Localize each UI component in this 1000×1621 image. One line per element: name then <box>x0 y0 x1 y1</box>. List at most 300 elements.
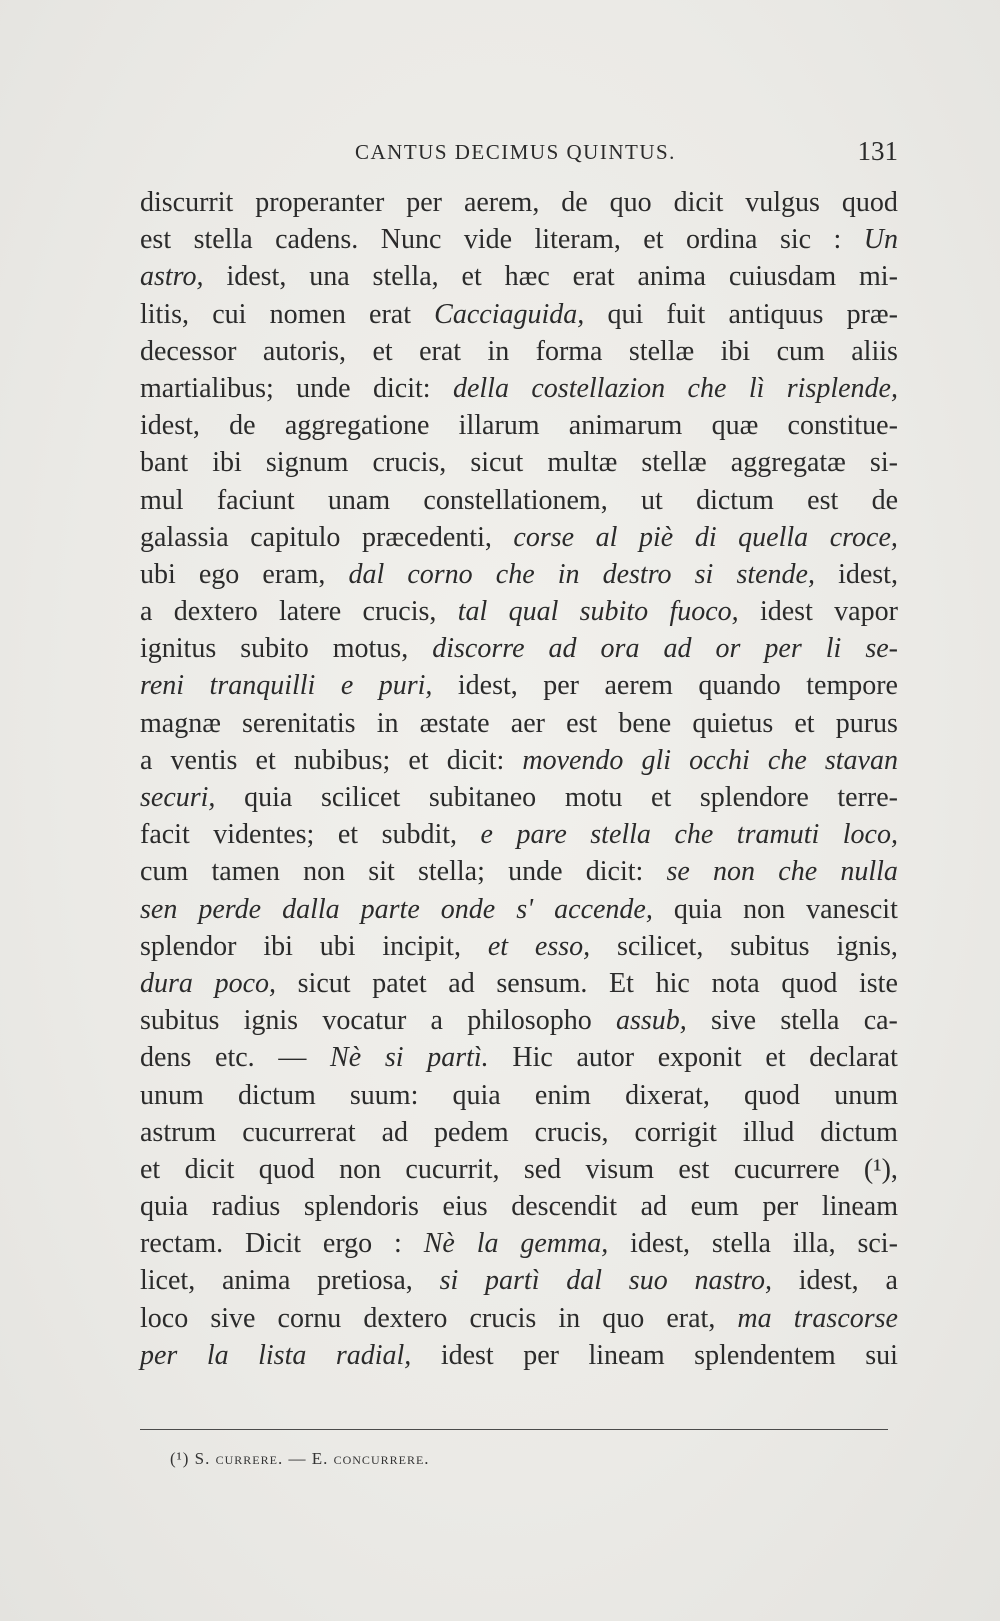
word: eum <box>690 1191 739 1223</box>
word: fuit <box>666 298 706 330</box>
word: scilicet, <box>617 930 704 962</box>
italic-word: accende, <box>554 893 653 925</box>
word: dextero <box>173 596 258 628</box>
italic-word: perde <box>198 893 262 925</box>
word: ad <box>381 1116 409 1148</box>
word: cornu <box>277 1302 342 1334</box>
word: licet, <box>140 1265 196 1297</box>
word: Nunc <box>380 224 442 256</box>
word: forma <box>535 335 603 367</box>
italic-word: subito <box>579 596 649 628</box>
word: hæc <box>504 261 550 293</box>
word: rectam. <box>140 1228 224 1260</box>
word: ubi <box>140 558 176 590</box>
word: crucis <box>469 1302 537 1334</box>
italic-word: fuoco, <box>669 596 739 628</box>
word: cum <box>776 335 825 367</box>
word: et <box>372 335 393 367</box>
text-line <box>140 1151 898 1188</box>
body-text <box>140 184 898 1374</box>
word: per <box>523 1339 559 1371</box>
italic-word: se- <box>865 633 898 665</box>
word: a <box>140 596 153 628</box>
word: dens <box>140 1042 192 1074</box>
word: bene <box>618 707 672 739</box>
word: literam, <box>534 224 621 256</box>
word: facit <box>140 819 190 851</box>
text-line <box>140 556 898 593</box>
text-line <box>140 519 898 556</box>
word: dictum <box>696 484 774 516</box>
word: incipit, <box>382 930 461 962</box>
word: Dicit <box>245 1228 302 1260</box>
word: dictum <box>820 1116 898 1148</box>
word: stellæ <box>641 447 707 479</box>
word: suum: <box>349 1079 419 1111</box>
italic-word: al <box>595 521 618 553</box>
word: hic <box>655 967 690 999</box>
word: ibi <box>263 930 293 962</box>
italic-word: nastro, <box>694 1265 773 1297</box>
word: et <box>255 744 276 776</box>
word: sensum. <box>496 967 588 999</box>
text-line <box>140 667 898 704</box>
word: quietus <box>692 707 774 739</box>
word: constitue- <box>787 410 898 442</box>
word: sive <box>210 1302 256 1334</box>
word: cucurrit, <box>405 1153 500 1185</box>
word: est <box>140 224 172 256</box>
word: Et <box>609 967 634 999</box>
word: non <box>339 1153 382 1185</box>
word: ad <box>448 967 475 999</box>
word: et <box>408 744 429 776</box>
word: ut <box>641 484 663 516</box>
italic-word: lista <box>258 1339 307 1371</box>
italic-word: tramuti <box>736 819 820 851</box>
word: multæ <box>547 447 618 479</box>
italic-word: che <box>778 856 818 888</box>
word: videntes; <box>213 819 315 851</box>
word: dicit: <box>585 856 644 888</box>
word: a <box>140 744 153 776</box>
italic-word: piè <box>639 521 674 553</box>
text-line <box>140 779 898 816</box>
word: ignitus <box>140 633 217 665</box>
word: quo <box>609 187 652 218</box>
word: nomen <box>269 298 346 330</box>
word: purus <box>835 707 898 739</box>
word: quia <box>244 782 293 813</box>
word: erat, <box>666 1302 716 1334</box>
word: una <box>309 261 350 293</box>
text-line <box>140 705 898 742</box>
italic-word: gemma, <box>520 1228 609 1260</box>
word: sed <box>523 1153 562 1185</box>
word: splendore <box>699 782 809 813</box>
running-title: CANTUS DECIMUS QUINTUS. <box>355 140 676 164</box>
word: idest, <box>226 261 287 293</box>
word: quæ <box>711 410 759 442</box>
italic-word: destro <box>602 558 672 590</box>
italic-word: s' <box>516 893 534 925</box>
text-line <box>140 630 898 667</box>
word: latere <box>279 596 342 628</box>
text-line <box>140 407 898 444</box>
word: cum <box>140 856 189 888</box>
word: dextero <box>363 1302 448 1334</box>
italic-word: lì <box>748 372 765 404</box>
word: aer <box>510 707 545 739</box>
italic-word: Cacciaguida, <box>434 298 585 330</box>
word: sit <box>368 856 395 888</box>
text-line <box>140 1114 898 1151</box>
word: dictum <box>237 1079 316 1111</box>
italic-word: sen <box>140 893 178 925</box>
italic-word: che <box>767 744 807 776</box>
italic-word: la <box>206 1339 229 1371</box>
word: animarum <box>568 410 683 442</box>
italic-word: nulla <box>840 856 898 888</box>
italic-word: croce, <box>829 521 898 553</box>
word: discurrit <box>140 187 234 218</box>
word: ordina <box>685 224 758 256</box>
word: visum <box>585 1153 654 1185</box>
text-line <box>140 221 898 258</box>
word: mi- <box>859 261 898 293</box>
text-line <box>140 258 898 295</box>
word: properanter <box>255 187 385 218</box>
italic-word: in <box>557 558 580 590</box>
word: erat <box>572 261 615 293</box>
word: est <box>566 707 598 739</box>
running-head <box>140 136 898 172</box>
word: idest, <box>630 1228 690 1260</box>
word: de <box>871 484 898 516</box>
word: ignis, <box>836 930 898 962</box>
italic-word: puri, <box>378 670 433 702</box>
text-line <box>140 333 898 370</box>
word: splendentem <box>694 1339 836 1371</box>
italic-word: stende, <box>736 558 815 590</box>
word: loco <box>140 1302 189 1334</box>
text-line <box>140 742 898 779</box>
word: non <box>303 856 346 888</box>
italic-word: qual <box>508 596 559 628</box>
word: idest <box>759 596 813 628</box>
word: ergo <box>322 1228 373 1260</box>
word: et <box>651 782 672 813</box>
word: ibi <box>720 335 751 367</box>
word: astrum <box>140 1116 217 1148</box>
word: exponit <box>657 1042 742 1074</box>
word: quia <box>673 893 723 925</box>
word: et <box>461 261 482 293</box>
word: cucurrere <box>733 1153 840 1185</box>
word: aerem, <box>463 187 540 218</box>
text-line <box>140 1300 898 1337</box>
italic-word: si <box>384 1042 404 1074</box>
word: stella; <box>417 856 485 888</box>
word: motus, <box>332 633 409 665</box>
word: unam <box>327 484 391 516</box>
word: eius <box>442 1191 488 1223</box>
italic-word: movendo <box>522 744 624 776</box>
italic-word: stella <box>590 819 651 851</box>
word: crucis, <box>362 596 437 628</box>
italic-word: dal <box>348 558 385 590</box>
text-line <box>140 965 898 1002</box>
italic-word: li <box>825 633 842 665</box>
word: descendit <box>511 1191 617 1223</box>
word: vide <box>463 224 513 256</box>
italic-word: Nè <box>330 1042 362 1074</box>
word: — <box>278 1042 307 1074</box>
word: sic <box>779 224 812 256</box>
word: eram, <box>262 558 326 590</box>
italic-word: astro, <box>140 261 204 293</box>
word: magnæ <box>140 707 221 739</box>
word: quod <box>841 187 898 218</box>
word: idest, <box>838 558 898 590</box>
italic-word: ad <box>548 633 577 665</box>
word: (¹), <box>863 1153 898 1185</box>
text-line <box>140 1262 898 1299</box>
text-line <box>140 444 898 481</box>
word: anima <box>637 261 706 293</box>
word: splendoris <box>303 1191 419 1223</box>
text-line <box>140 1077 898 1114</box>
word: ubi <box>319 930 356 962</box>
word: litis, <box>140 298 190 330</box>
word: subitaneo <box>428 782 537 813</box>
word: philosopho <box>467 1005 592 1037</box>
text-line <box>140 370 898 407</box>
word: tamen <box>211 856 280 888</box>
word: quia <box>140 1191 189 1223</box>
italic-word: costellazion <box>531 372 666 404</box>
word: idest, <box>457 670 518 702</box>
word: sicut <box>297 967 351 999</box>
word: et <box>140 1153 161 1185</box>
italic-word: di <box>694 521 717 553</box>
italic-word: occhi <box>689 744 750 776</box>
word: per <box>543 670 579 702</box>
italic-word: dalla <box>282 893 340 925</box>
italic-word: discorre <box>432 633 525 665</box>
word: in <box>376 707 399 739</box>
footnote: (¹) S. currere. — E. concurrere. <box>170 1449 430 1468</box>
italic-word: securi, <box>140 782 216 813</box>
italic-word: loco, <box>842 819 898 851</box>
italic-word: e <box>480 819 493 851</box>
word: pretiosa, <box>317 1265 413 1297</box>
word: cuiusdam <box>728 261 837 293</box>
text-line <box>140 296 898 333</box>
word: unde <box>296 372 351 404</box>
word: in <box>558 1302 581 1334</box>
text-line <box>140 1039 898 1076</box>
word: patet <box>372 967 427 999</box>
italic-word: trascorse <box>793 1302 898 1334</box>
word: iste <box>858 967 898 999</box>
italic-word: parte <box>360 893 420 925</box>
italic-word: la <box>476 1228 499 1260</box>
word: subitus <box>140 1005 220 1037</box>
word: radius <box>211 1191 281 1223</box>
italic-word: ad <box>663 633 692 665</box>
italic-word: et <box>487 930 509 962</box>
italic-word: dal <box>566 1265 603 1297</box>
text-line <box>140 928 898 965</box>
word: quod <box>744 1079 801 1111</box>
word: et <box>337 819 359 851</box>
word: erat <box>369 298 411 330</box>
word: aggregatione <box>284 410 430 442</box>
word: ibi <box>212 447 242 479</box>
word: aggregatæ <box>730 447 846 479</box>
italic-word: or <box>715 633 741 665</box>
word: unum <box>834 1079 898 1111</box>
italic-word: ma <box>737 1302 772 1334</box>
word: ad <box>640 1191 668 1223</box>
footnote-rule <box>140 1429 888 1430</box>
word: autoris, <box>262 335 347 367</box>
word: a <box>885 1265 898 1297</box>
word: faciunt <box>216 484 295 516</box>
text-line <box>140 1188 898 1225</box>
word: serenitatis <box>242 707 356 739</box>
word: si- <box>869 447 898 479</box>
word: stella <box>711 1228 771 1260</box>
word: sci- <box>857 1228 898 1260</box>
word: cui <box>212 298 247 330</box>
italic-word: si <box>694 558 714 590</box>
text-line <box>140 482 898 519</box>
word: non <box>743 893 786 925</box>
word: lineam <box>588 1339 665 1371</box>
word: per <box>762 1191 799 1223</box>
word: martialibus; <box>140 372 274 404</box>
italic-word: tal <box>457 596 488 628</box>
italic-word: della <box>452 372 509 404</box>
word: præcedenti, <box>362 521 492 553</box>
word: cucurrerat <box>242 1116 356 1148</box>
word: aerem <box>604 670 673 702</box>
page-number: 131 <box>857 136 898 166</box>
word: a <box>430 1005 443 1037</box>
word: stellæ <box>628 335 695 367</box>
word: ventis <box>170 744 238 776</box>
word: unum <box>140 1079 204 1111</box>
word: dicit: <box>373 372 431 404</box>
word: sicut <box>470 447 524 479</box>
italic-word: dura <box>140 967 193 999</box>
word: nota <box>711 967 760 999</box>
word: stella, <box>372 261 439 293</box>
word: dixerat, <box>625 1079 710 1111</box>
italic-word: pare <box>516 819 567 851</box>
word: etc. <box>215 1042 255 1074</box>
word: præ- <box>846 298 898 330</box>
word: quo <box>602 1302 645 1334</box>
italic-word: partì <box>485 1265 540 1297</box>
text-line <box>140 184 898 221</box>
text-line <box>140 853 898 890</box>
word: dicit: <box>446 744 505 776</box>
text-line <box>140 1225 898 1262</box>
word: illud <box>742 1116 795 1148</box>
italic-word: tranquilli <box>209 670 316 702</box>
word: mul <box>140 484 184 516</box>
italic-word: partì. <box>427 1042 489 1074</box>
word: autor <box>576 1042 635 1074</box>
word: unde <box>508 856 563 888</box>
word: est <box>807 484 839 516</box>
word: pedem <box>434 1116 509 1148</box>
italic-word: ora <box>600 633 640 665</box>
text-line <box>140 1337 898 1374</box>
italic-word: che <box>495 558 535 590</box>
word: est <box>678 1153 710 1185</box>
word: tempore <box>806 670 898 702</box>
word: enim <box>534 1079 591 1111</box>
word: Hic <box>512 1042 553 1074</box>
italic-word: Nè <box>423 1228 455 1260</box>
word: splendor <box>140 930 237 962</box>
italic-word: quella <box>738 521 809 553</box>
text-line <box>140 816 898 853</box>
italic-word: esso, <box>534 930 591 962</box>
italic-word: che <box>687 372 727 404</box>
word: crucis, <box>372 447 447 479</box>
italic-word: se <box>666 856 690 888</box>
word: quod <box>781 967 838 999</box>
word: aliis <box>851 335 898 367</box>
word: motu <box>564 782 623 813</box>
word: quod <box>258 1153 315 1185</box>
word: nubibus; <box>293 744 391 776</box>
word: idest, <box>140 410 200 442</box>
word: cadens. <box>275 224 359 256</box>
word: sui <box>865 1339 898 1371</box>
word: idest, <box>798 1265 859 1297</box>
word: in <box>487 335 510 367</box>
word: stella <box>780 1005 840 1037</box>
italic-word: si <box>439 1265 459 1297</box>
word: vulgus <box>745 187 820 218</box>
word: qui <box>607 298 644 330</box>
word: ego <box>198 558 240 590</box>
italic-word: e <box>340 670 354 702</box>
word: ca- <box>863 1005 898 1037</box>
italic-word: stavan <box>824 744 898 776</box>
word: de <box>561 187 588 218</box>
word: quando <box>698 670 781 702</box>
word: : <box>833 224 842 256</box>
word: æstate <box>419 707 490 739</box>
word: quia <box>452 1079 501 1111</box>
word: de <box>229 410 256 442</box>
word: sive <box>711 1005 757 1037</box>
italic-word: risplende, <box>786 372 898 404</box>
italic-word: che <box>674 819 714 851</box>
italic-word: Un <box>863 224 898 256</box>
word: constellationem, <box>423 484 608 516</box>
word: vocatur <box>322 1005 407 1037</box>
text-line <box>140 891 898 928</box>
word: per <box>406 187 442 218</box>
